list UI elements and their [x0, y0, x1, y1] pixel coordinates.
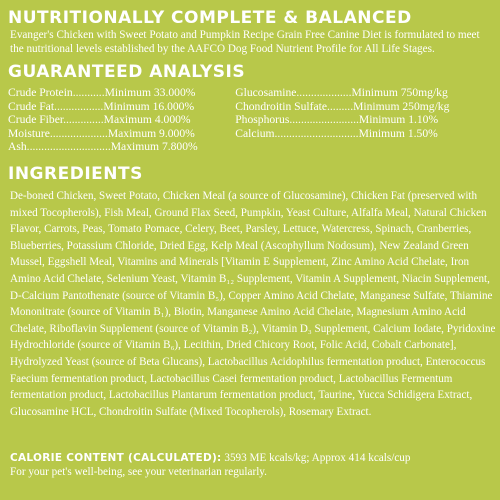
guaranteed-analysis-left-column	[8, 86, 227, 154]
analysis-row: Ash.............................Maximum 7.800%	[8, 140, 198, 154]
analysis-row: Crude Fiber..............Maximum 4.000%	[8, 113, 191, 127]
calorie-value: 3593 ME kcals/kg; Approx 414 kcals/cup	[221, 452, 411, 464]
guaranteed-analysis-right-column	[235, 86, 492, 154]
intro-text: Evanger's Chicken with Sweet Potato and Pumpkin Recipe Grain Free Canine Diet is formulated to meet the nutritional levels established by the AAFCO Dog Food Nutrient Profile for All Life Stages.	[10, 29, 480, 55]
analysis-row: Calcium.............................Minimum 1.50%	[235, 126, 438, 140]
analysis-row: Glucosamine...................Minimum 750mg/kg	[235, 86, 448, 99]
ingredients-text: De-boned Chicken, Sweet Potato, Chicken Meal (a source of Glucosamine), Chicken Fat (preserved with mixed Tocopherols), Fish Meal, Ground Flax Seed, Pumpkin, Yeast Culture, Alfalfa Meal, Natural Chicken Flavor, Carrots, Peas, Tomato Pomace, Celery, Beet, Parsley, Lettuce, Watercress, Spinach, Cranberries, Blueberries, Potassium Chloride, Dried Egg, Kelp Meal (Ascophyllum Nodosum), New Zealand Green Mussel, Eggshell Meal, Vitamins and Minerals [Vitamin E Supplement, Zinc Amino Acid Chelate, Iron Amino Acid Chelate, Selenium Yeast, Vitamin B₁₂ Supplement, Vitamin A Supplement, Niacin Supplement, D-Calcium Pantothenate (source of Vitamin B₅), Copper Amino Acid Chelate, Manganese Sulfate, Thiamine Mononitrate (source of Vitamin B₁), Biotin, Manganese Amino Acid Chelate, Magnesium Amino Acid Chelate, Riboflavin Supplement (source of Vitamin B₂), Vitamin D₃ Supplement, Calcium Iodate, Pyridoxine Hydrochloride (source of Vitamin B₆), Lecithin, Dried Chicory Root, Folic Acid, Cobalt Carbonate], Hydrolyzed Yeast (source of Beta Glucans), Lactobacillus Acidophilus fermentation product, Enterococcus Faecium fermentation product, Lactobacillus Casei fermentation product, Lactobacillus Fermentum fermentation product, Lactobacillus Plantarum fermentation product, Taurine, Yucca Schidigera Extract, Glucosamine HCL, Chondroitin Sulfate (Mixed Tocopherols), Rosemary Extract.	[10, 189, 496, 418]
nutrition-heading: NUTRITIONALLY COMPLETE & BALANCED	[8, 8, 412, 28]
calorie-line	[10, 452, 496, 466]
analysis-row: Phosphorus........................Minimum 1.10%	[235, 113, 439, 127]
calorie-content	[10, 452, 496, 479]
guaranteed-analysis-heading: GUARANTEED ANALYSIS	[8, 62, 246, 82]
calorie-note: For your pet's well-being, see your veterinarian regularly.	[10, 465, 267, 478]
ingredients-heading: INGREDIENTS	[8, 163, 143, 184]
analysis-row: Crude Protein...........Minimum 33.000%	[8, 86, 196, 99]
calorie-label: CALORIE CONTENT (CALCULATED):	[10, 452, 222, 464]
analysis-row: Crude Fat.................Minimum 16.000%	[8, 99, 195, 113]
guaranteed-analysis-table	[8, 86, 492, 154]
analysis-row: Moisture....................Maximum 9.000%	[8, 126, 195, 140]
analysis-row: Chondroitin Sulfate.........Minimum 250mg/kg	[235, 99, 450, 113]
